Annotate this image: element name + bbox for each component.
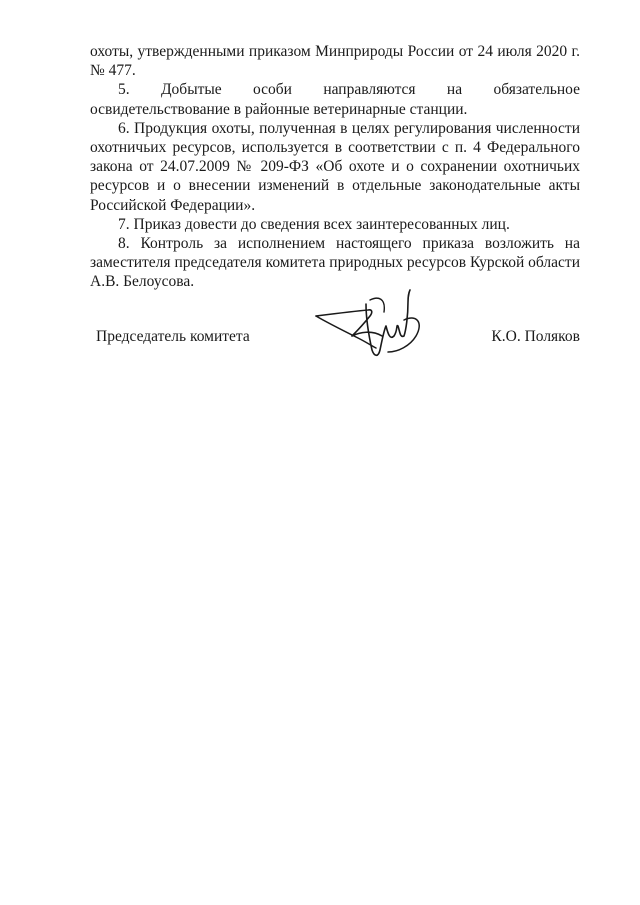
paragraph-6: 6. Продукция охоты, полученная в целях регулирования численности охотничьих ресурсов, используется в соответствии с п. 4 Федерального закона от 24.07.2009 № 209-ФЗ «Об охоте и о сохранении охотничьих ресурсов и о внесении изменений в отдельные законодательные акты Российской Федерации». <box>90 119 580 214</box>
signature-block <box>0 286 640 366</box>
handwritten-signature <box>312 286 430 362</box>
signatory-title: Председатель комитета <box>96 328 250 345</box>
paragraph-7: 7. Приказ довести до сведения всех заинтересованных лиц. <box>118 215 510 233</box>
paragraph-continuation: охоты, утвержденными приказом Минприроды России от 24 июля 2020 г. № 477. <box>90 43 580 80</box>
paragraph-8: 8. Контроль за исполнением настоящего приказа возложить на заместителя председателя комитета природных ресурсов Курской области А.В. Белоусова. <box>90 235 580 291</box>
signatory-name: К.О. Поляков <box>491 328 580 345</box>
paragraph-5: 5. Добытые особи направляются на обязательное освидетельствование в районные ветеринарные станции. <box>90 81 580 118</box>
document-body <box>90 42 580 292</box>
